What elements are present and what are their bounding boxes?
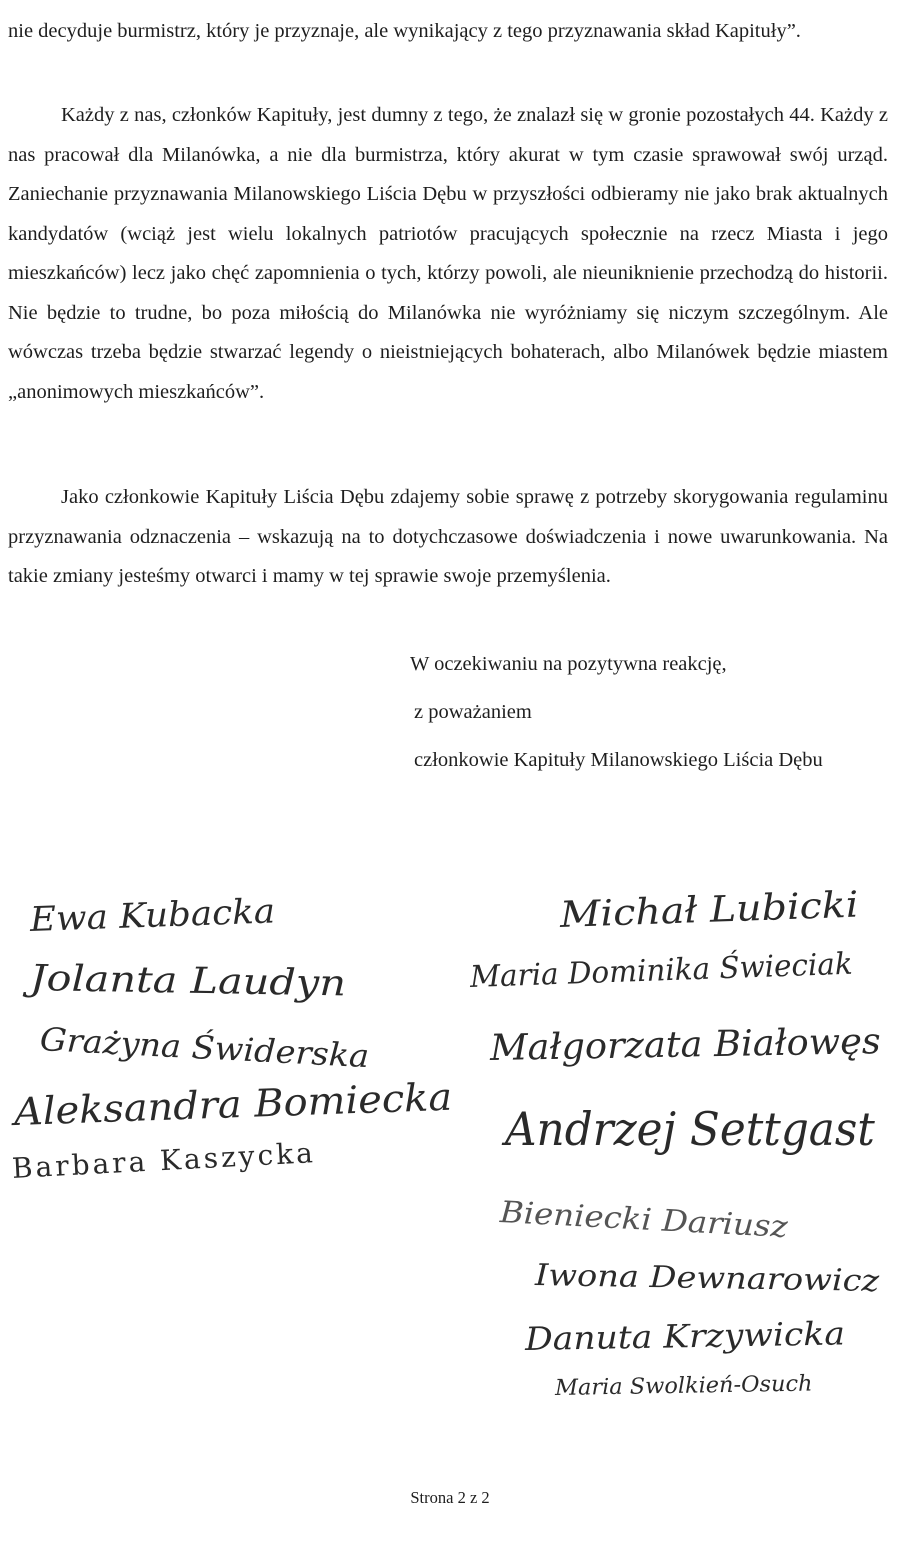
signature: Małgorzata Białowęs <box>489 1021 882 1069</box>
signature: Grażyna Świderska <box>39 1020 371 1076</box>
closing-line-3: członkowie Kapituły Milanowskiego Liścia Dębu <box>414 749 823 771</box>
signature: Andrzej Settgast <box>505 1102 875 1156</box>
paragraph-2: Każdy z nas, członków Kapituły, jest dumny z tego, że znalazł się w gronie pozostałych 44. Każdy z nas pracował dla Milanówka, a nie dla burmistrza, który akurat w tym czasie sprawował swój urząd. Zaniechanie przyznawania Milanowskiego Liścia Dębu w przyszłości odbieramy nie jako brak aktualnych kandydatów (wciąż jest wielu lokalnych patriotów pracujących społecznie na rzecz Miasta i jego mieszkańców) lecz jako chęć zapomnienia o tych, którzy powoli, ale nieuniknienie przechodzą do historii. Nie będzie to trudne, bo poza miłością do Milanówka nie wyróżniamy się niczym szczególnym. Ale wówczas trzeba będzie stwarzać legendy o nieistniejących bohaterach, albo Milanówek będzie miastem „anonimowych mieszkańców”. <box>8 104 888 403</box>
paragraph-1: nie decyduje burmistrz, który je przyznaje, ale wynikający z tego przyznawania skład Kapituły”. <box>8 20 801 42</box>
signature: Maria Swolkień-Osuch <box>554 1371 813 1401</box>
signature: Danuta Krzywicka <box>524 1314 846 1358</box>
signatures-block <box>0 880 900 1440</box>
closing-line-2: z poważaniem <box>414 701 532 723</box>
signature: Ewa Kubacka <box>29 891 276 940</box>
paragraph-3: Jako członkowie Kapituły Liścia Dębu zdajemy sobie sprawę z potrzeby skorygowania regulaminu przyznawania odznaczenia – wskazują na to dotychczasowe doświadczenia i nowe uwarunkowania. Na takie zmiany jesteśmy otwarci i mamy w tej sprawie swoje przemyślenia. <box>8 486 888 587</box>
signature: Aleksandra Bomiecka <box>13 1074 453 1134</box>
closing-line-1: W oczekiwaniu na pozytywna reakcję, <box>410 653 727 675</box>
signature: Barbara Kaszycka <box>11 1136 317 1185</box>
signature: Iwona Dewnarowicz <box>534 1258 880 1300</box>
signature: Jolanta Laudyn <box>29 958 347 1005</box>
page-number: Strona 2 z 2 <box>410 1488 490 1507</box>
signature: Michał Lubicki <box>559 884 860 936</box>
signature: Bieniecki Dariusz <box>499 1195 789 1246</box>
signature: Maria Dominika Świeciak <box>469 946 854 995</box>
